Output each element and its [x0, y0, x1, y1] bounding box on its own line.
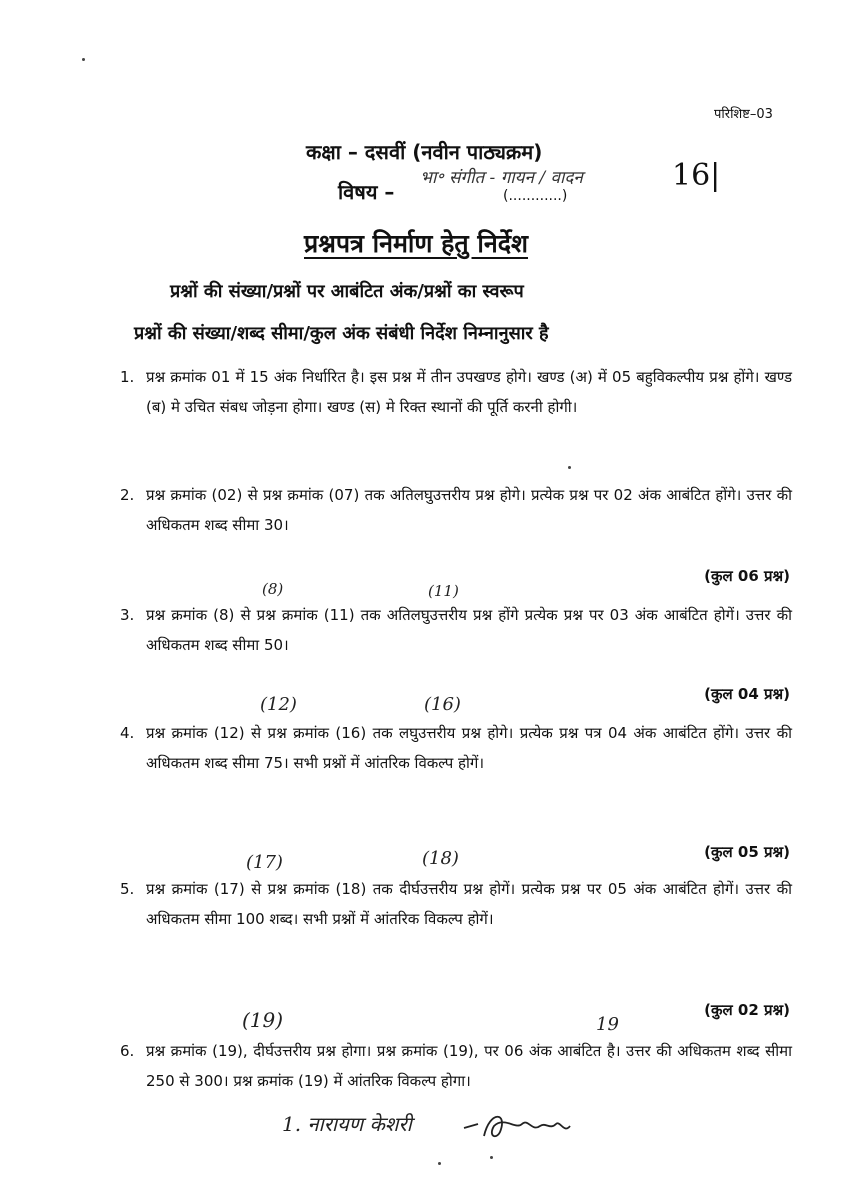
subject-code: 16|	[672, 158, 721, 193]
item-text: प्रश्न क्रमांक (8) से प्रश्न क्रमांक (11) तक अतिलघुउत्तरीय प्रश्न होंगे प्रत्येक प्रश्न पर 03 अंक आबंटित होगें। उत्तर की अधिकतम शब्द सीमा 50।	[146, 606, 792, 654]
item-total: (कुल 06 प्रश्न)	[704, 567, 790, 585]
item-total: (कुल 05 प्रश्न)	[704, 843, 790, 861]
scan-speck	[490, 1156, 493, 1159]
handwritten-mark: (19)	[242, 1008, 284, 1032]
scan-speck	[82, 58, 85, 61]
appendix-label: परिशिष्ट–03	[714, 107, 773, 122]
handwritten-mark: (11)	[428, 582, 459, 600]
item-total: (कुल 02 प्रश्न)	[704, 1001, 790, 1019]
handwritten-mark: (8)	[262, 580, 284, 598]
item-number: 1.	[120, 368, 135, 386]
subject-label: विषय –	[338, 180, 395, 204]
signature-icon	[460, 1106, 580, 1146]
scan-speck	[568, 466, 571, 469]
subtitle-2: प्रश्नों की संख्या/शब्द सीमा/कुल अंक संबंधी निर्देश निम्नानुसार है	[134, 323, 549, 344]
item-text: प्रश्न क्रमांक (12) से प्रश्न क्रमांक (16) तक लघुउत्तरीय प्रश्न होगे। प्रत्येक प्रश्न पत्र 04 अंक आबंटित होंगे। उत्तर की अधिकतम शब्द सीमा 75। सभी प्रश्नों में आंतरिक विकल्प होगें।	[146, 724, 792, 772]
page-title: प्रश्नपत्र निर्माण हेतु निर्देश	[304, 229, 529, 258]
class-line: कक्षा – दसवीं (नवीन पाठ्यक्रम)	[306, 140, 543, 164]
item-text: प्रश्न क्रमांक (02) से प्रश्न क्रमांक (07) तक अतिलघुउत्तरीय प्रश्न होगे। प्रत्येक प्रश्न पर 02 अंक आबंटित होंगे। उत्तर की अधिकतम शब्द सीमा 30।	[146, 486, 792, 534]
handwritten-mark: (16)	[424, 694, 461, 715]
handwritten-mark: (12)	[260, 694, 297, 715]
subtitle-1: प्रश्नों की संख्या/प्रश्नों पर आबंटित अंक/प्रश्नों का स्वरूप	[170, 281, 524, 302]
item-total: (कुल 04 प्रश्न)	[704, 685, 790, 703]
item-number: 4.	[120, 724, 135, 742]
item-text: प्रश्न क्रमांक 01 में 15 अंक निर्धारित है। इस प्रश्न में तीन उपखण्ड होगे। खण्ड (अ) में 05 बहुविकल्पीय प्रश्न होंगे। खण्ड (ब) मे उचित संबध जोड़ना होगा। खण्ड (स) मे रिक्त स्थानों की पूर्ति करनी होगी।	[146, 368, 792, 416]
handwritten-mark: (18)	[422, 848, 459, 869]
item-text: प्रश्न क्रमांक (17) से प्रश्न क्रमांक (18) तक दीर्घउत्तरीय प्रश्न होगें। प्रत्येक प्रश्न पर 05 अंक आबंटित होगें। उत्तर की अधिकतम सीमा 100 शब्द। सभी प्रश्नों में आंतरिक विकल्प होगें।	[146, 880, 792, 928]
item-number: 6.	[120, 1042, 135, 1060]
subject-handwritten: भा॰ संगीत - गायन / वादन	[420, 168, 583, 188]
item-number: 3.	[120, 606, 135, 624]
item-number: 2.	[120, 486, 135, 504]
signature-name: 1. नारायण केशरी	[282, 1112, 412, 1136]
scan-speck	[438, 1162, 441, 1165]
handwritten-mark: 19	[596, 1014, 619, 1035]
item-number: 5.	[120, 880, 135, 898]
handwritten-mark: (17)	[246, 852, 283, 873]
item-text: प्रश्न क्रमांक (19), दीर्घउत्तरीय प्रश्न होगा। प्रश्न क्रमांक (19), पर 06 अंक आबंटित है। उत्तर की अधिकतम शब्द सीमा 250 से 300। प्रश्न क्रमांक (19) में आंतरिक विकल्प होगा।	[146, 1042, 792, 1090]
subject-blank: (............)	[503, 188, 568, 204]
